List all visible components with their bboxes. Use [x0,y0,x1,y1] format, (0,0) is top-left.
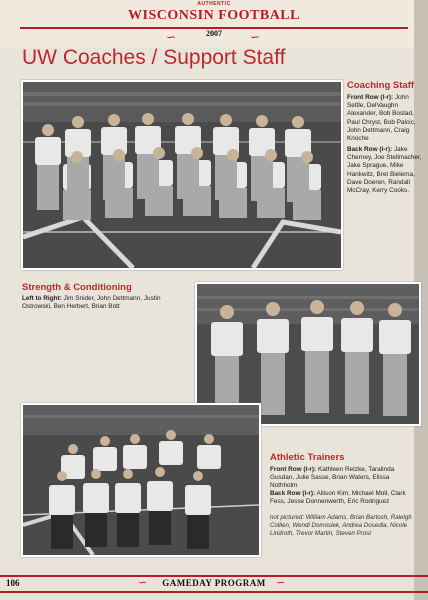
coaching-staff-photo [21,80,343,270]
page-number: 106 [6,578,20,588]
coaching-staff-heading: Coaching Staff [347,80,415,91]
coaching-back-row [347,146,423,195]
header-authentic: AUTHENTIC [197,1,231,7]
footer-divider-top [0,575,428,577]
coaching-front-row [347,94,423,143]
strength-heading: Strength & Conditioning [22,282,132,293]
coaching-front-row-names: John Settle, DelVaughn Alexander, Bob Bostad, Paul Chryst, Bob Palcic, John Dettmann, Craig Knoche [347,94,416,143]
strength-names: Jim Snider, John Dettmann, Justin Ostrowski, Ben Herbert, Brian Bott [22,295,161,311]
coaching-back-row-label: Back Row (l-r): [347,146,393,153]
swirl-left-icon: ∽ [166,30,177,44]
footer-divider-bottom [0,591,428,593]
header-year: 2007 [206,29,222,38]
header-title: WISCONSIN FOOTBALL [128,8,300,23]
page-title: UW Coaches / Support Staff [22,46,286,69]
footer-program: GAMEDAY PROGRAM [162,578,266,588]
trainers-front-row [270,466,418,491]
trainers-front-row-names: Kathleen Retzke, Taralinda Gusdan, Julie Sasse, Brian Waters, Elissa Nothholm [270,466,395,490]
swirl-right-icon: ∽ [250,30,261,44]
trainers-back-row [270,490,418,506]
footer-swirl-right-icon: ∽ [276,577,286,589]
footer-swirl-left-icon: ∽ [138,577,148,589]
trainers-not-pictured: not pictured: William Adams, Brian Bartosh, Ralelgh Collien, Wendi Domoslek, Andrea Dosedla, Nicole Lindroth, Trevor Martin, Steven Prost [270,514,412,537]
coaching-back-row-names: Jake Cherney, Joe Stellmacher, Jake Sprague, Mike Hankwitz, Bret Bielema, Dave Doeren, Randall McCray, Kerry Cooks. [347,146,422,195]
athletic-trainers-photo [21,403,261,557]
trainers-front-row-label: Front Row (l-r): [270,466,317,473]
trainers-back-row-names: Allison Kim, Michael Moll, Clark Fess, Jesse Donnenwerth, Eric Rodriguez [270,490,406,506]
strength-names-block [22,295,190,311]
strength-label: Left to Right: [22,295,62,302]
athletic-trainers-heading: Athletic Trainers [270,452,345,463]
trainers-back-row-label: Back Row (l-r): [270,490,316,497]
coaching-front-row-label: Front Row (l-r): [347,94,394,101]
